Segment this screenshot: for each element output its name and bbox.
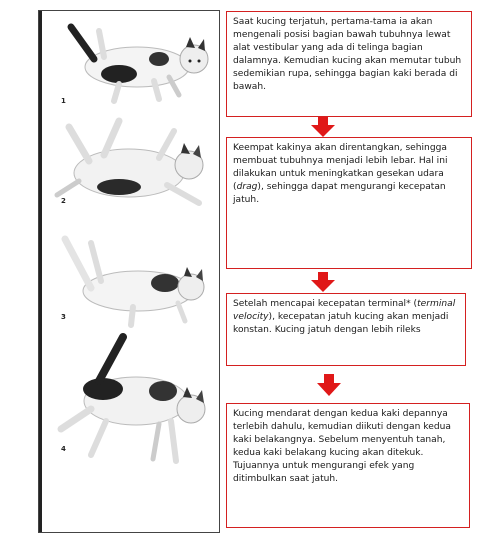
falling-cat-photo-2	[49, 113, 214, 223]
stage-2-description-box	[226, 137, 472, 269]
falling-cat-photo-3	[53, 233, 213, 333]
down-arrow-icon	[311, 117, 335, 137]
stage-1-description-box	[226, 11, 472, 117]
stage-number-3: 3	[61, 313, 66, 321]
cat-photo-strip	[38, 10, 220, 533]
stage-number-4: 4	[61, 445, 66, 453]
stage-4-text: Kucing mendarat dengan kedua kaki depannya terlebih dahulu, kemudian diikuti dengan kedua kaki belakangnya. Sebelum menyentuh tanah, kedua kaki belakang kucing akan ditekuk. Tujuannya untuk mengurangi efek yang ditimbulkan saat jatuh.	[233, 409, 451, 484]
stage-1-text: Saat kucing terjatuh, pertama-tama ia akan mengenali posisi bagian bawah tubuhnya lewat alat vestibular yang ada di telinga bagian dalamnya. Kemudian kucing akan memutar tubuh sedemikian rupa, sehingga bagian kaki berada di bawah.	[233, 17, 462, 92]
stage-3-text: Setelah mencapai kecepatan terminal* (terminal velocity), kecepatan jatuh kucing akan menjadi konstan. Kucing jatuh dengan lebih rileks	[233, 299, 456, 335]
stage-3-description-box	[226, 293, 466, 366]
stage-2-text: Keempat kakinya akan direntangkan, sehingga membuat tubuhnya menjadi lebih lebar. Hal ini dilakukan untuk meningkatkan gesekan udara (drag), sehingga dapat mengurangi kecepatan jatuh.	[233, 143, 448, 205]
stage-number-1: 1	[61, 97, 66, 105]
down-arrow-icon	[311, 272, 335, 292]
stage-number-2: 2	[61, 197, 66, 205]
falling-cat-photo-1	[59, 19, 214, 109]
stage-4-description-box	[226, 403, 470, 528]
down-arrow-icon	[317, 374, 341, 396]
falling-cat-photo-4	[51, 329, 211, 469]
